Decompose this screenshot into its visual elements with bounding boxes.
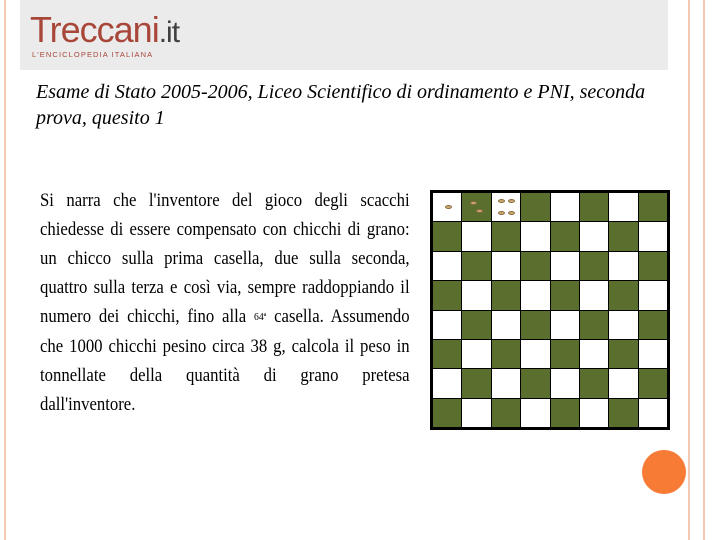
chessboard-square	[551, 222, 579, 250]
chessboard-square	[433, 252, 461, 280]
chessboard-square	[551, 281, 579, 309]
chessboard-square	[580, 281, 608, 309]
chessboard-square	[639, 252, 667, 280]
chessboard-square	[609, 311, 637, 339]
logo-tagline: L'ENCICLOPEDIA ITALIANA	[32, 50, 154, 59]
chessboard-square	[551, 369, 579, 397]
problem-text-part-b: casella. Assumendo che 1000 chicchi pesino circa 38 g, calcola il peso in tonnellate della quantità di grano pretesa dall'inventore.	[40, 306, 410, 416]
chessboard-square	[462, 340, 490, 368]
chessboard-square	[551, 340, 579, 368]
chessboard-square	[609, 399, 637, 427]
chessboard-square	[639, 369, 667, 397]
chessboard-square	[639, 399, 667, 427]
chessboard-square	[551, 193, 579, 221]
decorative-orange-circle	[642, 450, 686, 494]
chessboard-square	[580, 222, 608, 250]
chessboard-square	[462, 193, 490, 221]
slide-subtitle: Esame di Stato 2005-2006, Liceo Scientifico di ordinamento e PNI, seconda prova, quesito 1	[36, 81, 646, 129]
chessboard-square	[609, 252, 637, 280]
chessboard-square	[580, 311, 608, 339]
chessboard-square	[521, 311, 549, 339]
chessboard-square	[433, 399, 461, 427]
chessboard-square	[492, 311, 520, 339]
chessboard-square	[433, 369, 461, 397]
logo-name: Treccani	[30, 9, 159, 50]
chessboard-square	[609, 340, 637, 368]
problem-text-part-a: Si narra che l'inventore del gioco degli scacchi chiedesse di essere compensato con chicchi di grano: un chicco sulla prima casella, due sulla seconda, quattro sulla terza e così via, sempre raddoppiando il numero dei chicchi, fino alla	[40, 190, 410, 327]
chessboard-square	[492, 193, 520, 221]
chessboard-square	[639, 311, 667, 339]
frame-line-left	[4, 0, 6, 540]
chessboard-square	[521, 281, 549, 309]
chessboard-square	[492, 252, 520, 280]
chessboard-square	[580, 399, 608, 427]
chessboard-square	[492, 281, 520, 309]
chessboard-square	[551, 399, 579, 427]
chessboard-square	[521, 340, 549, 368]
chessboard-square	[462, 399, 490, 427]
wheat-grain-icon	[498, 199, 505, 203]
chessboard-square	[433, 311, 461, 339]
chessboard-square	[639, 193, 667, 221]
wheat-grain-icon	[498, 211, 505, 215]
chessboard-square	[609, 369, 637, 397]
chessboard-square	[462, 369, 490, 397]
chessboard-square	[521, 222, 549, 250]
header-banner	[20, 0, 668, 70]
chessboard-square	[433, 193, 461, 221]
chessboard-square	[492, 399, 520, 427]
chessboard-square	[521, 193, 549, 221]
chessboard-square	[639, 281, 667, 309]
chessboard-square	[580, 193, 608, 221]
chessboard-square	[609, 281, 637, 309]
chessboard-square	[551, 311, 579, 339]
wheat-grain-icon	[470, 201, 477, 205]
chessboard-square	[462, 281, 490, 309]
treccani-logo[interactable]	[30, 10, 230, 60]
problem-text	[40, 186, 410, 419]
frame-line-right-outer	[703, 0, 705, 540]
chessboard-square	[580, 340, 608, 368]
chessboard-grid	[433, 193, 667, 427]
chessboard-square	[521, 399, 549, 427]
chessboard-square	[580, 369, 608, 397]
wheat-grain-icon	[476, 209, 483, 213]
chessboard-square	[639, 222, 667, 250]
chessboard-square	[462, 222, 490, 250]
chessboard-square	[551, 252, 579, 280]
wheat-grain-icon	[508, 199, 515, 203]
problem-ordinal: 64ª	[253, 311, 267, 324]
chessboard-square	[433, 281, 461, 309]
chessboard-square	[462, 252, 490, 280]
chessboard-square	[433, 222, 461, 250]
chessboard-square	[639, 340, 667, 368]
logo-wordmark	[30, 10, 179, 53]
wheat-grain-icon	[508, 211, 515, 215]
wheat-grain-icon	[445, 205, 452, 209]
chessboard-square	[492, 222, 520, 250]
chessboard-square	[609, 222, 637, 250]
chessboard-square	[521, 369, 549, 397]
chessboard-square	[462, 311, 490, 339]
chessboard-square	[609, 193, 637, 221]
chessboard-square	[433, 340, 461, 368]
chessboard-square	[492, 369, 520, 397]
frame-line-right	[688, 0, 690, 540]
chessboard-square	[521, 252, 549, 280]
chessboard-square	[492, 340, 520, 368]
chessboard-square	[580, 252, 608, 280]
chessboard-image	[430, 190, 670, 430]
logo-tld: .it	[158, 16, 180, 49]
